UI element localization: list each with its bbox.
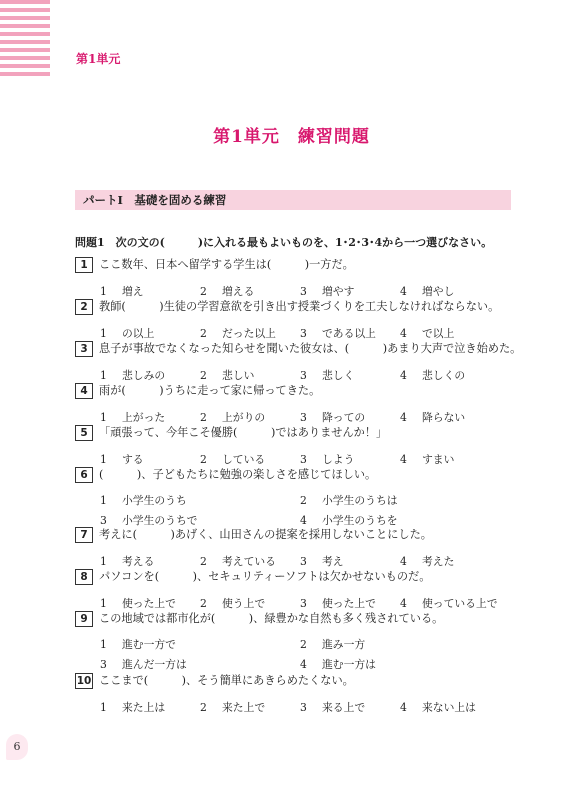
option-text: の以上: [122, 327, 155, 340]
answer-option[interactable]: [100, 368, 165, 383]
option-text: 降らない: [422, 411, 466, 424]
question-number-box: 9: [75, 611, 93, 627]
option-text: 増やし: [422, 285, 455, 298]
answer-option[interactable]: [300, 452, 354, 467]
answer-option[interactable]: [300, 637, 365, 652]
option-text: 降っての: [322, 411, 366, 424]
option-number: 4: [400, 555, 407, 568]
question-text: 「頑張って、今年こそ優勝( )ではありませんか！」: [99, 426, 388, 439]
option-text: 来た上は: [122, 701, 166, 714]
option-text: する: [122, 453, 144, 466]
answer-option[interactable]: [100, 410, 165, 425]
instruction-text: 問題1 次の文の( )に入れる最もよいものを、1･2･3･4から一つ選びなさい。: [75, 236, 493, 249]
option-number: 1: [100, 327, 107, 340]
page-title: 第1単元 練習問題: [213, 127, 370, 147]
option-number: 4: [400, 369, 407, 382]
option-number: 3: [300, 411, 307, 424]
question-number-box: 2: [75, 299, 93, 315]
option-number: 4: [400, 453, 407, 466]
question-2: [75, 298, 499, 315]
option-text: すまい: [422, 453, 455, 466]
option-text: 上がった: [122, 411, 166, 424]
answer-option[interactable]: [300, 554, 344, 569]
question-number-box: 8: [75, 569, 93, 585]
option-text: 上がりの: [222, 411, 266, 424]
question-4: [75, 382, 320, 399]
answer-option[interactable]: [400, 326, 454, 341]
option-text: 増える: [222, 285, 255, 298]
option-text: 考える: [122, 555, 155, 568]
answer-option[interactable]: [300, 284, 354, 299]
question-9: [75, 610, 443, 627]
option-text: 考えた: [422, 555, 455, 568]
option-text: 来た上で: [222, 701, 266, 714]
question-5: [75, 424, 387, 441]
option-text: 進んだ一方は: [122, 658, 187, 671]
option-number: 1: [100, 453, 107, 466]
option-number: 4: [400, 411, 407, 424]
option-text: で以上: [422, 327, 455, 340]
option-number: 4: [400, 701, 407, 714]
option-text: 使っている上で: [422, 597, 498, 610]
option-text: 悲しく: [322, 369, 355, 382]
question-number-box: 6: [75, 467, 93, 483]
answer-option[interactable]: [300, 700, 365, 715]
option-text: 悲しい: [222, 369, 255, 382]
option-number: 3: [300, 285, 307, 298]
answer-option[interactable]: [100, 554, 154, 569]
option-number: 2: [300, 494, 307, 507]
option-text: 小学生のうちを: [322, 514, 398, 527]
answer-option[interactable]: [300, 493, 398, 508]
question-number-box: 4: [75, 383, 93, 399]
option-number: 3: [300, 453, 307, 466]
answer-option[interactable]: [300, 410, 365, 425]
option-text: 増え: [122, 285, 144, 298]
answer-option[interactable]: [400, 700, 476, 715]
option-number: 1: [100, 285, 107, 298]
option-number: 3: [300, 327, 307, 340]
option-text: 増やす: [322, 285, 355, 298]
answer-option[interactable]: [200, 596, 265, 611]
question-text: 息子が事故でなくなった知らせを聞いた彼女は、( )あまり大声で泣き始めた。: [99, 342, 522, 355]
option-number: 3: [100, 658, 107, 671]
question-text: 雨が( )うちに走って家に帰ってきた。: [99, 384, 321, 397]
question-text: 考えに( )あげく、山田さんの提案を採用しないことにした。: [99, 528, 432, 541]
option-number: 4: [300, 658, 307, 671]
part-heading: パートⅠ 基礎を固める練習: [75, 190, 511, 210]
option-text: 来る上で: [322, 701, 366, 714]
option-number: 3: [300, 555, 307, 568]
answer-option[interactable]: [200, 410, 265, 425]
answer-option[interactable]: [200, 700, 265, 715]
running-header-unit: 第1単元: [76, 52, 121, 66]
answer-option[interactable]: [200, 368, 254, 383]
option-text: 進む一方は: [322, 658, 376, 671]
question-text: パソコンを( )、セキュリティーソフトは欠かせないものだ。: [99, 570, 431, 583]
answer-option[interactable]: [400, 596, 498, 611]
answer-option[interactable]: [200, 284, 254, 299]
decorative-stripes: [0, 0, 50, 82]
option-number: 2: [200, 701, 207, 714]
answer-option[interactable]: [100, 637, 176, 652]
option-number: 4: [400, 327, 407, 340]
question-text: ここ数年、日本へ留学する学生は( )一方だ。: [99, 258, 354, 271]
question-8: [75, 568, 430, 585]
option-text: 小学生のうちは: [322, 494, 398, 507]
option-number: 2: [200, 285, 207, 298]
option-text: 進み一方: [322, 638, 366, 651]
answer-option[interactable]: [200, 326, 276, 341]
option-number: 1: [100, 597, 107, 610]
option-number: 2: [200, 411, 207, 424]
option-text: 考え: [322, 555, 344, 568]
question-text: 教師( )生徒の学習意欲を引き出す授業づくりを工夫しなければならない。: [99, 300, 500, 313]
answer-option[interactable]: [300, 657, 376, 672]
question-7: [75, 526, 432, 543]
answer-option[interactable]: [400, 284, 454, 299]
option-text: 来ない上は: [422, 701, 476, 714]
question-10: [75, 672, 354, 689]
question-number-box: 7: [75, 527, 93, 543]
answer-option[interactable]: [400, 410, 465, 425]
question-6: [75, 466, 376, 483]
option-text: 小学生のうち: [122, 494, 187, 507]
option-number: 2: [200, 597, 207, 610]
option-number: 3: [100, 514, 107, 527]
answer-option[interactable]: [100, 596, 176, 611]
question-number-box: 3: [75, 341, 93, 357]
answer-option[interactable]: [300, 368, 354, 383]
option-number: 4: [300, 514, 307, 527]
answer-option[interactable]: [100, 452, 144, 467]
option-number: 2: [300, 638, 307, 651]
answer-option[interactable]: [100, 493, 187, 508]
question-number-box: 5: [75, 425, 93, 441]
option-number: 1: [100, 411, 107, 424]
option-number: 4: [400, 597, 407, 610]
question-3: [75, 340, 521, 357]
option-text: 進む一方で: [122, 638, 176, 651]
answer-option[interactable]: [100, 284, 144, 299]
option-text: 考えている: [222, 555, 276, 568]
option-text: 悲しくの: [422, 369, 466, 382]
option-number: 1: [100, 638, 107, 651]
question-number-box: 1: [75, 257, 93, 273]
answer-option[interactable]: [200, 554, 276, 569]
option-text: 小学生のうちで: [122, 514, 198, 527]
answer-option[interactable]: [400, 452, 454, 467]
option-number: 2: [200, 369, 207, 382]
option-number: 2: [200, 555, 207, 568]
answer-option[interactable]: [400, 554, 454, 569]
question-1: [75, 256, 354, 273]
option-text: 使った上で: [122, 597, 176, 610]
option-text: だった以上: [222, 327, 276, 340]
option-text: である以上: [322, 327, 376, 340]
answer-option[interactable]: [200, 452, 265, 467]
answer-option[interactable]: [300, 596, 376, 611]
option-number: 2: [200, 327, 207, 340]
question-text: この地域では都市化が( )、緑豊かな自然も多く残されている。: [99, 612, 444, 625]
option-text: 使う上で: [222, 597, 266, 610]
option-number: 1: [100, 494, 107, 507]
answer-option[interactable]: [100, 700, 165, 715]
answer-option[interactable]: [100, 657, 187, 672]
answer-option[interactable]: [400, 368, 465, 383]
option-text: 使った上で: [322, 597, 376, 610]
option-number: 3: [300, 701, 307, 714]
option-number: 3: [300, 369, 307, 382]
option-number: 3: [300, 597, 307, 610]
answer-option[interactable]: [300, 326, 376, 341]
option-number: 1: [100, 369, 107, 382]
option-text: しよう: [322, 453, 355, 466]
option-number: 1: [100, 555, 107, 568]
option-text: 悲しみの: [122, 369, 166, 382]
page-number: 6: [6, 734, 28, 760]
option-number: 1: [100, 701, 107, 714]
question-text: ここまで( )、そう簡単にあきらめたくない。: [99, 674, 354, 687]
question-text: ( )、子どもたちに勉強の楽しさを感じてほしい。: [99, 468, 377, 481]
option-number: 2: [200, 453, 207, 466]
option-text: している: [222, 453, 266, 466]
question-number-box: 10: [76, 675, 92, 687]
option-number: 4: [400, 285, 407, 298]
answer-option[interactable]: [100, 326, 154, 341]
